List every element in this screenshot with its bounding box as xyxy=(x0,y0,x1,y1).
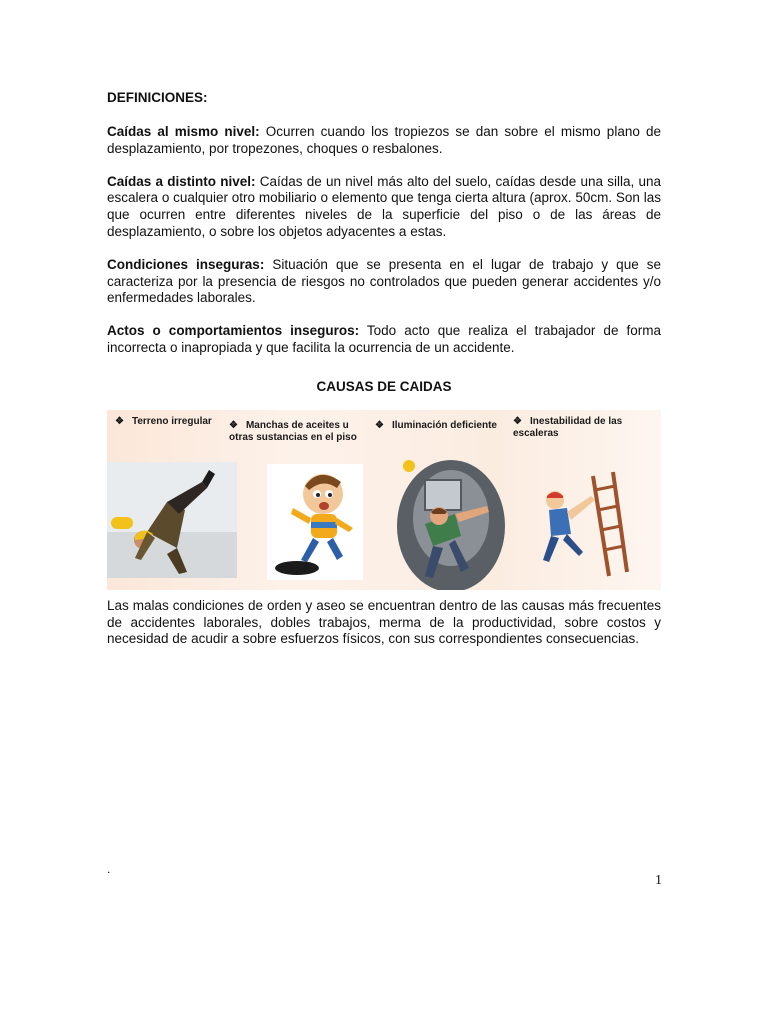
figure-label-unstable-ladders: ❖ Inestabilidad de las escaleras xyxy=(513,415,623,440)
definition-text: Todo acto que realiza el trabajador de forma incorrecta o inapropiada y que facilita la ocurrencia de un accidente. xyxy=(107,323,661,355)
footer-mark: . xyxy=(107,862,111,876)
document-page xyxy=(107,90,661,648)
definition-text: Caídas de un nivel más alto del suelo, caídas desde una silla, una escalera o cualquier otro mobiliario o elemento que tenga cierta altura (aprox. 50cm. Son las que ocurren entre diferentes niveles de la superficie del piso o de las áreas de desplazamiento, o sobre los objetos adyacentes a estas. xyxy=(107,173,661,239)
figure-label-irregular-terrain: ❖ Terreno irregular xyxy=(115,415,212,427)
fall-causes-figure xyxy=(107,410,661,590)
closing-paragraph: Las malas condiciones de orden y aseo se encuentran dentro de las causas más frecuentes de accidentes laborales, dobles trabajos, merma de la productividad, sobre costos y necesidad de acudir a sobre esfuerzos físicos, con sus correspondientes consecuencias. xyxy=(107,597,661,647)
definition-different-level xyxy=(107,174,661,241)
definition-text: Situación que se presenta en el lugar de trabajo y que se caracteriza por la presencia de riesgos no controlados que pueden generar accidentes y/o enfermedades laborales. xyxy=(107,256,662,306)
worker-falling-illustration xyxy=(107,462,237,578)
definition-term: Caídas a distinto nivel: xyxy=(107,173,256,189)
boy-slipping-illustration xyxy=(267,464,363,580)
definitions-heading: DEFINICIONES: xyxy=(107,90,208,105)
man-falling-hole-illustration xyxy=(395,454,507,590)
definition-term: Caídas al mismo nivel: xyxy=(107,124,260,139)
definition-unsafe-acts xyxy=(107,323,661,357)
page-number: 1 xyxy=(655,873,662,888)
definition-term: Condiciones inseguras: xyxy=(107,256,265,272)
definition-same-level xyxy=(107,124,661,158)
ladder-fall-illustration xyxy=(533,470,633,582)
bullet-icon: ❖ xyxy=(513,415,522,427)
figure-label-oil-stains: ❖ Manchas de aceites u otras sustancias en el piso xyxy=(229,419,357,444)
definition-text: Ocurren cuando los tropiezos se dan sobre el mismo plano de desplazamiento, por tropezones, choques o resbalones. xyxy=(107,124,661,156)
bullet-icon: ❖ xyxy=(375,419,384,431)
section-title: CAUSAS DE CAIDAS xyxy=(316,378,452,394)
definition-unsafe-conditions xyxy=(107,257,661,307)
bullet-icon: ❖ xyxy=(115,415,124,427)
bullet-icon: ❖ xyxy=(229,419,238,431)
figure-label-poor-lighting: ❖ Iluminación deficiente xyxy=(375,419,497,431)
definition-term: Actos o comportamientos inseguros: xyxy=(107,323,360,339)
